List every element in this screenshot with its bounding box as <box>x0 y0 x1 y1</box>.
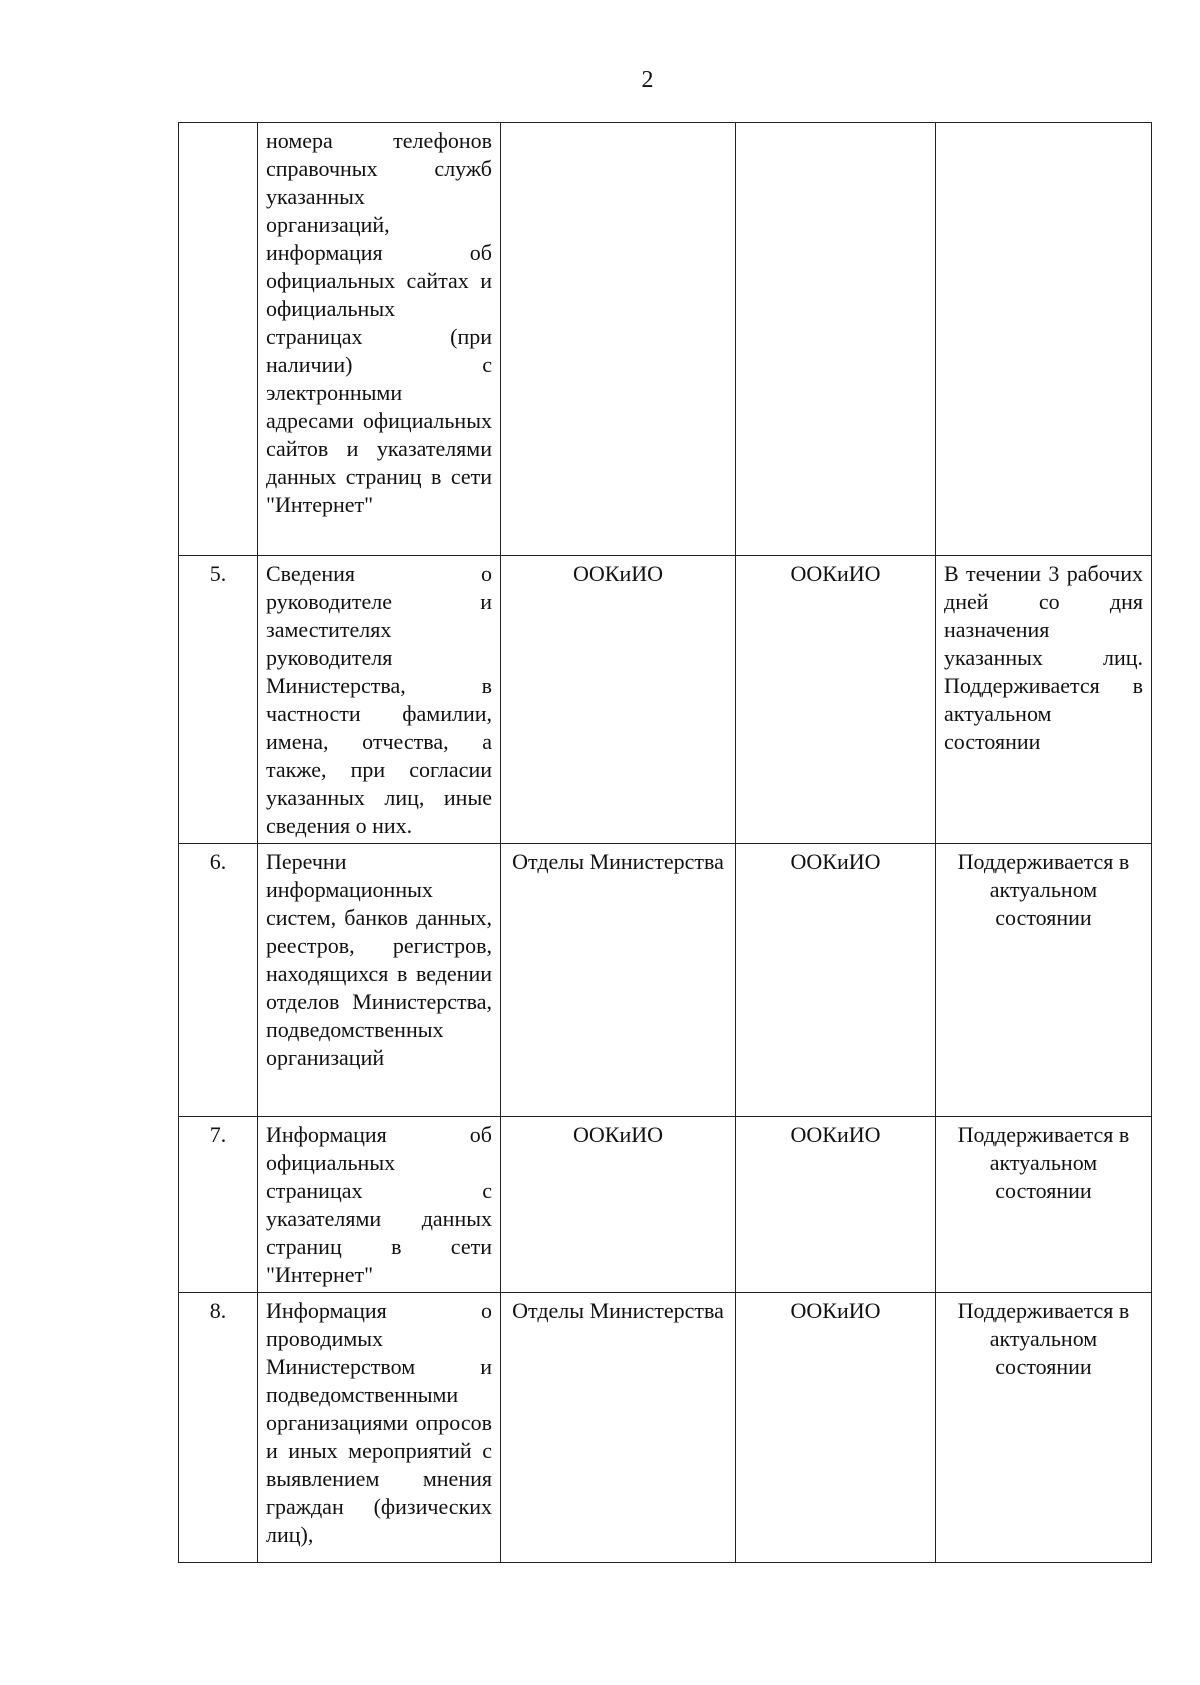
item-name-cell: Информация об официальных страницах с указателями данных страниц в сети "Интернет" <box>258 1117 501 1293</box>
placement-cell: ООКиИО <box>736 556 936 844</box>
row-number-cell: 6. <box>179 844 258 1117</box>
placement-cell: ООКиИО <box>736 1293 936 1563</box>
term-cell: Поддерживается в актуальном состоянии <box>936 1293 1152 1563</box>
table-row <box>179 123 1152 556</box>
item-name-cell: номера телефонов справочных служб указанных организаций, информация об официальных сайтах и официальных страницах (при наличии) с электронными адресами официальных сайтов и указателями данных страниц в сети "Интернет" <box>258 123 501 556</box>
row-number-cell <box>179 123 258 556</box>
placement-cell <box>736 123 936 556</box>
table-row <box>179 844 1152 1117</box>
term-cell: Поддерживается в актуальном состоянии <box>936 1117 1152 1293</box>
placement-cell: ООКиИО <box>736 844 936 1117</box>
responsible-cell: Отделы Министерства <box>501 844 736 1117</box>
item-name-cell: Сведения о руководителе и заместителях руководителя Министерства, в частности фамилии, имена, отчества, а также, при согласии указанных лиц, иные сведения о них. <box>258 556 501 844</box>
table-row <box>179 1117 1152 1293</box>
row-number-cell: 5. <box>179 556 258 844</box>
term-cell: Поддерживается в актуальном состоянии <box>936 844 1152 1117</box>
term-cell <box>936 123 1152 556</box>
responsible-cell: ООКиИО <box>501 1117 736 1293</box>
table-row <box>179 1293 1152 1563</box>
responsible-cell <box>501 123 736 556</box>
row-number-cell: 8. <box>179 1293 258 1563</box>
item-name-cell: Перечни информационных систем, банков данных, реестров, регистров, находящихся в ведении отделов Министерства, подведомственных организаций <box>258 844 501 1117</box>
responsible-cell: Отделы Министерства <box>501 1293 736 1563</box>
information-table <box>178 122 1152 1563</box>
row-number-cell: 7. <box>179 1117 258 1293</box>
table-row <box>179 556 1152 844</box>
placement-cell: ООКиИО <box>736 1117 936 1293</box>
term-cell: В течении 3 рабочих дней со дня назначения указанных лиц. Поддерживается в актуальном состоянии <box>936 556 1152 844</box>
responsible-cell: ООКиИО <box>501 556 736 844</box>
page-number: 2 <box>641 67 654 93</box>
item-name-cell: Информация о проводимых Министерством и подведомственными организациями опросов и иных мероприятий с выявлением мнения граждан (физических лиц), <box>258 1293 501 1563</box>
